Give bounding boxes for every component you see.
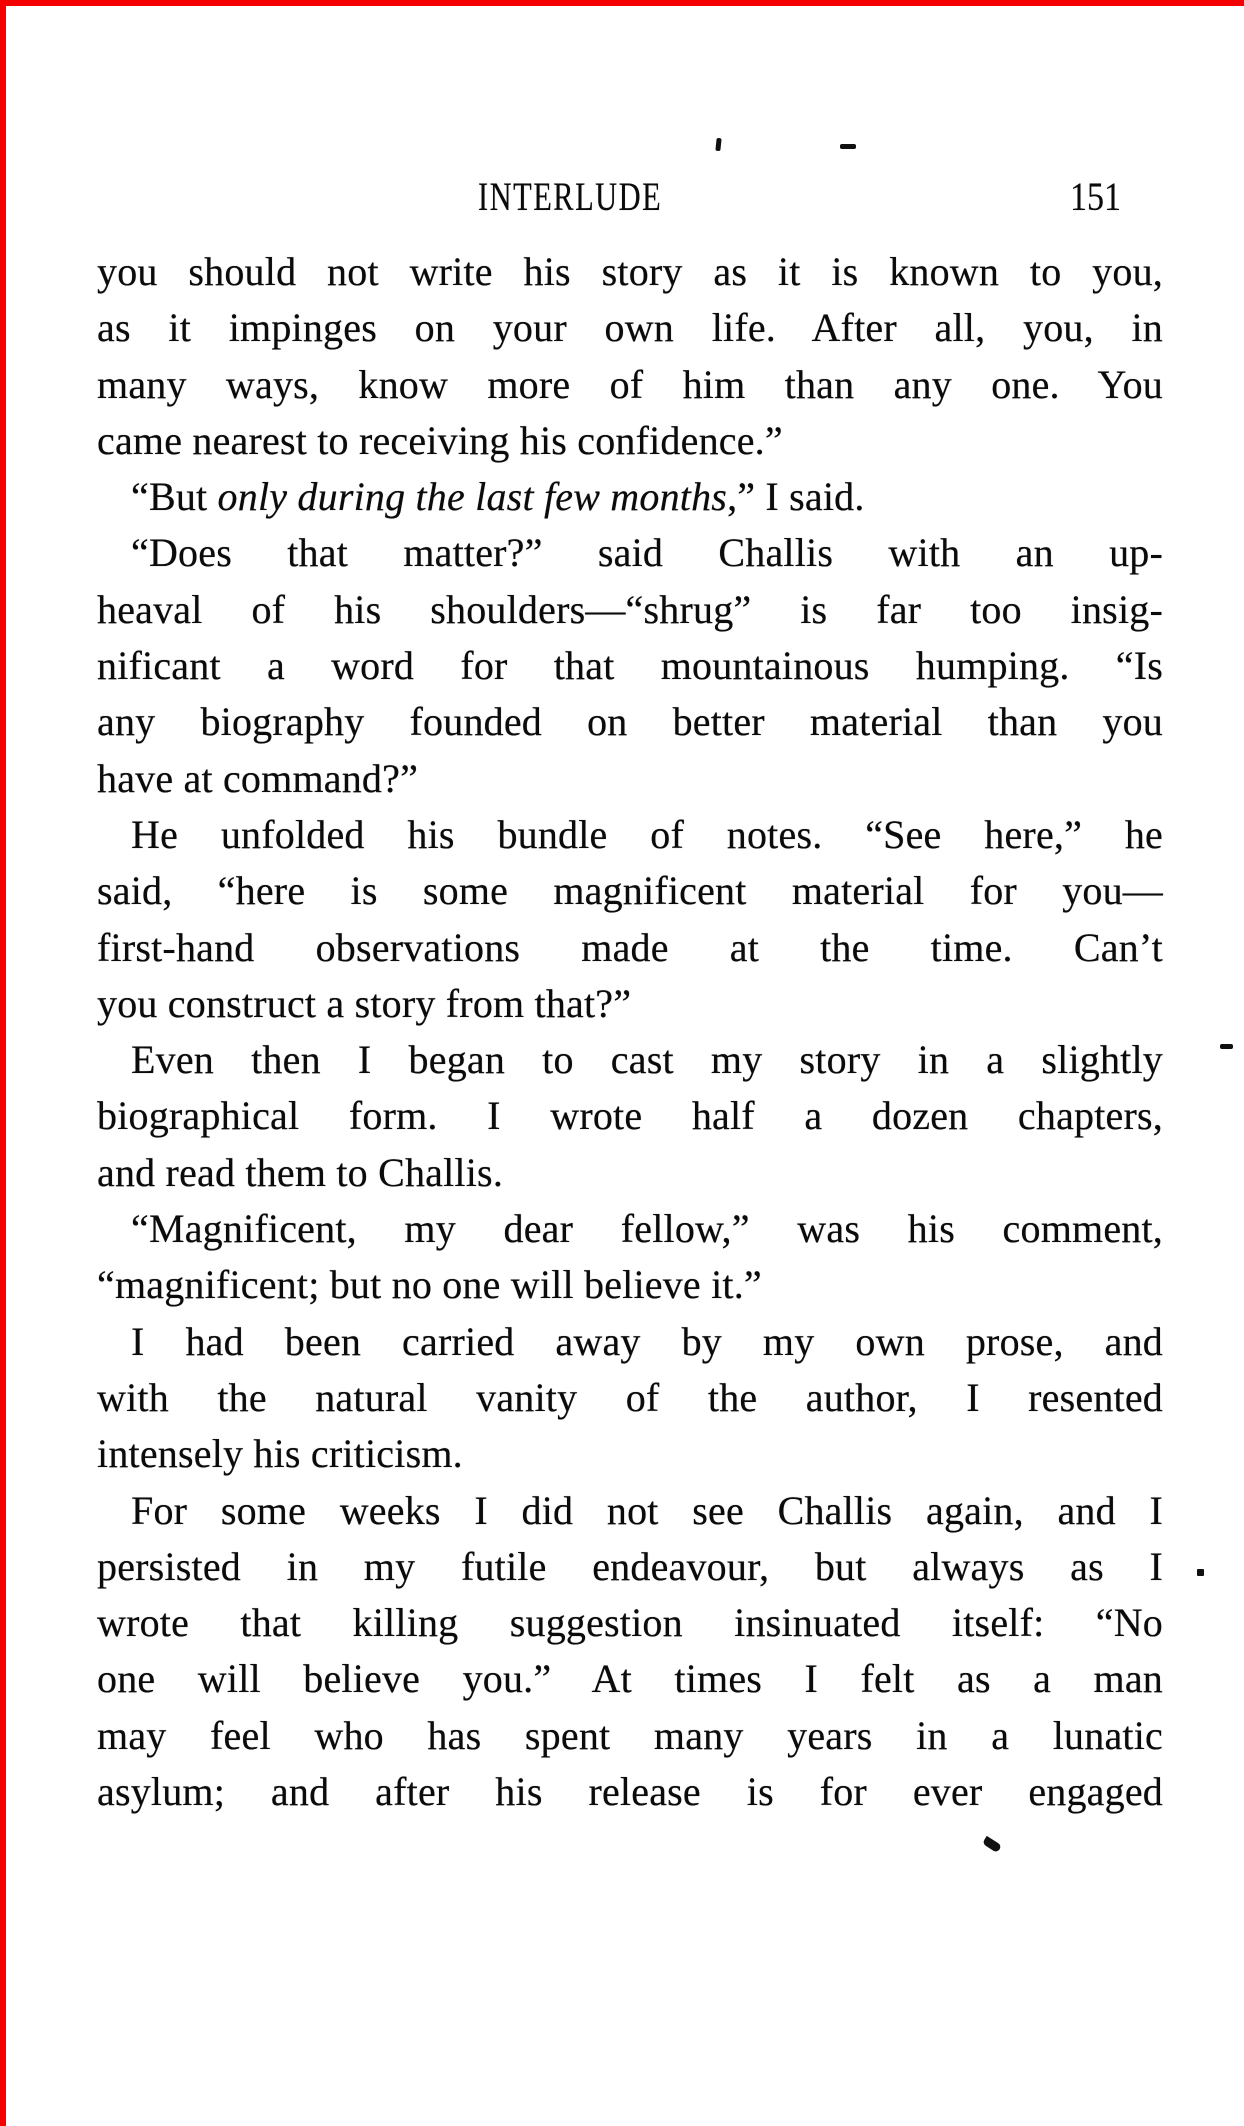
text-segment: ,” I said. <box>727 474 865 520</box>
scan-speck-dot-right-margin <box>1197 1569 1204 1576</box>
text-line: For some weeks I did not see Challis again, and I <box>131 1487 1163 1533</box>
text-line: intensely his criticism. <box>97 1431 463 1477</box>
text-line: you construct a story from that?” <box>97 980 632 1026</box>
text-line: may feel who has spent many years in a lunatic <box>97 1712 1163 1758</box>
text-line: “Magnificent, my dear fellow,” was his comment, <box>131 1206 1163 1252</box>
text-line: any biography founded on better material than you <box>97 699 1163 745</box>
text-line <box>97 469 1163 525</box>
text-line: “Does that matter?” said Challis with an up- <box>131 530 1163 576</box>
paragraph <box>97 1201 1163 1314</box>
text-segment: “But <box>131 474 218 520</box>
text-line: many ways, know more of him than any one. You <box>97 361 1163 407</box>
running-header-title: INTERLUDE <box>478 174 663 219</box>
text-line: said, “here is some magnificent material for you— <box>97 868 1163 914</box>
italic-text-segment: only during the last few months <box>217 474 728 520</box>
text-line: one will believe you.” At times I felt as a man <box>97 1656 1163 1702</box>
text-line: Even then I began to cast my story in a slightly <box>131 1037 1163 1083</box>
text-line: and read them to Challis. <box>97 1149 504 1195</box>
text-line: wrote that killing suggestion insinuated itself: “No <box>97 1600 1163 1646</box>
text-line: nificant a word for that mountainous humping. “Is <box>97 643 1163 689</box>
scan-edge-top <box>0 0 1244 6</box>
text-line: first-hand observations made at the time. Can’t <box>97 924 1163 970</box>
body-text-block <box>97 244 1163 1820</box>
text-line: He unfolded his bundle of notes. “See here,” he <box>131 811 1163 857</box>
text-line: came nearest to receiving his confidence.” <box>97 417 783 463</box>
scan-speck-dash-right-margin <box>1220 1044 1233 1049</box>
text-line: biographical form. I wrote half a dozen chapters, <box>97 1093 1163 1139</box>
text-line: “magnificent; but no one will believe it.” <box>97 1262 762 1308</box>
scan-speck-comma-bottom <box>982 1836 1002 1853</box>
text-line: have at command?” <box>97 755 419 801</box>
paragraph <box>97 525 1163 806</box>
page-number: 151 <box>1070 174 1121 219</box>
text-line: asylum; and after his release is for ever engaged <box>97 1769 1163 1815</box>
paragraph <box>97 1314 1163 1483</box>
scan-speck-dash-top <box>840 144 856 149</box>
scan-speck-tick <box>715 138 721 151</box>
paragraph <box>97 1032 1163 1201</box>
text-line: you should not write his story as it is known to you, <box>97 249 1163 294</box>
paragraph <box>97 244 1163 469</box>
scan-edge-left <box>0 0 6 2126</box>
text-line: with the natural vanity of the author, I resented <box>97 1374 1163 1420</box>
paragraph <box>97 807 1163 1032</box>
paragraph <box>97 469 1163 525</box>
text-line: persisted in my futile endeavour, but always as I <box>97 1543 1163 1589</box>
text-line: I had been carried away by my own prose, and <box>131 1318 1163 1364</box>
text-line: heaval of his shoulders—“shrug” is far too insig- <box>97 586 1163 632</box>
paragraph <box>97 1483 1163 1821</box>
text-line: as it impinges on your own life. After all, you, in <box>97 305 1163 351</box>
